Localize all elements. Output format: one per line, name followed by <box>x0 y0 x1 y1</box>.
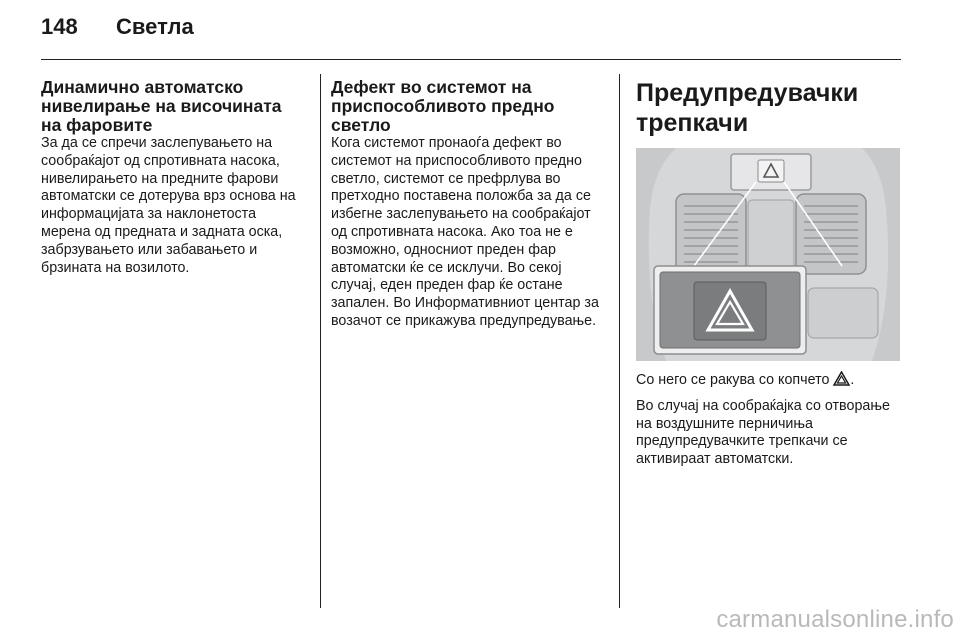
watermark: carmanualsonline.info <box>716 606 954 633</box>
dashboard-illustration <box>636 148 900 361</box>
section-heading: Дефект во системот на приспособливото предно светло <box>331 77 555 135</box>
column-divider-2 <box>619 74 620 608</box>
column-headlight-leveling <box>41 78 303 277</box>
section-body-airbag: Во случај на сообраќајка со отворање на воздушните перничиња предупредувачките трепкачи се активираат автоматски. <box>636 397 890 468</box>
page-number: 148 <box>41 14 78 39</box>
page-header <box>41 14 194 48</box>
section-heading: Предупредувачки трепкачи <box>636 79 859 137</box>
page-title: Светла <box>116 14 194 39</box>
section-heading: Динамично автоматско нивелирање на височината на фаровите <box>41 77 282 135</box>
header-divider <box>41 59 901 60</box>
section-body: Кога системот пронаоѓа дефект во системот на приспособливото предно светло, системот се префрлува во претходно поставена положба за да се избегне заслепувањето на сообраќајот од спротивната насока. Ако тоа не е возможно, односниот преден фар автоматски ќе се исклучи. Во секој случај, еден преден фар ќе остане запален. Во Информативниот центар за возачот се прикажува предупредување. <box>331 135 599 329</box>
operation-text-end: . <box>850 372 855 388</box>
hazard-button-illustration <box>636 148 900 361</box>
column-divider-1 <box>320 74 321 608</box>
hazard-triangle-icon <box>833 371 850 386</box>
section-body-operation <box>636 371 902 390</box>
column-afl-fault <box>331 78 603 331</box>
operation-text: Со него се ракува со копчето <box>636 372 830 388</box>
section-body: За да се спречи заслепувањето на сообраќајот од спротивната насока, нивелирањето на предните фарови автоматски се дотерува врз основа на информацијата за наклонетоста мерена од предната и задната оска, забрзувањето или забавањето и брзината на возилото. <box>41 135 296 276</box>
column-hazard-flashers <box>636 78 902 477</box>
